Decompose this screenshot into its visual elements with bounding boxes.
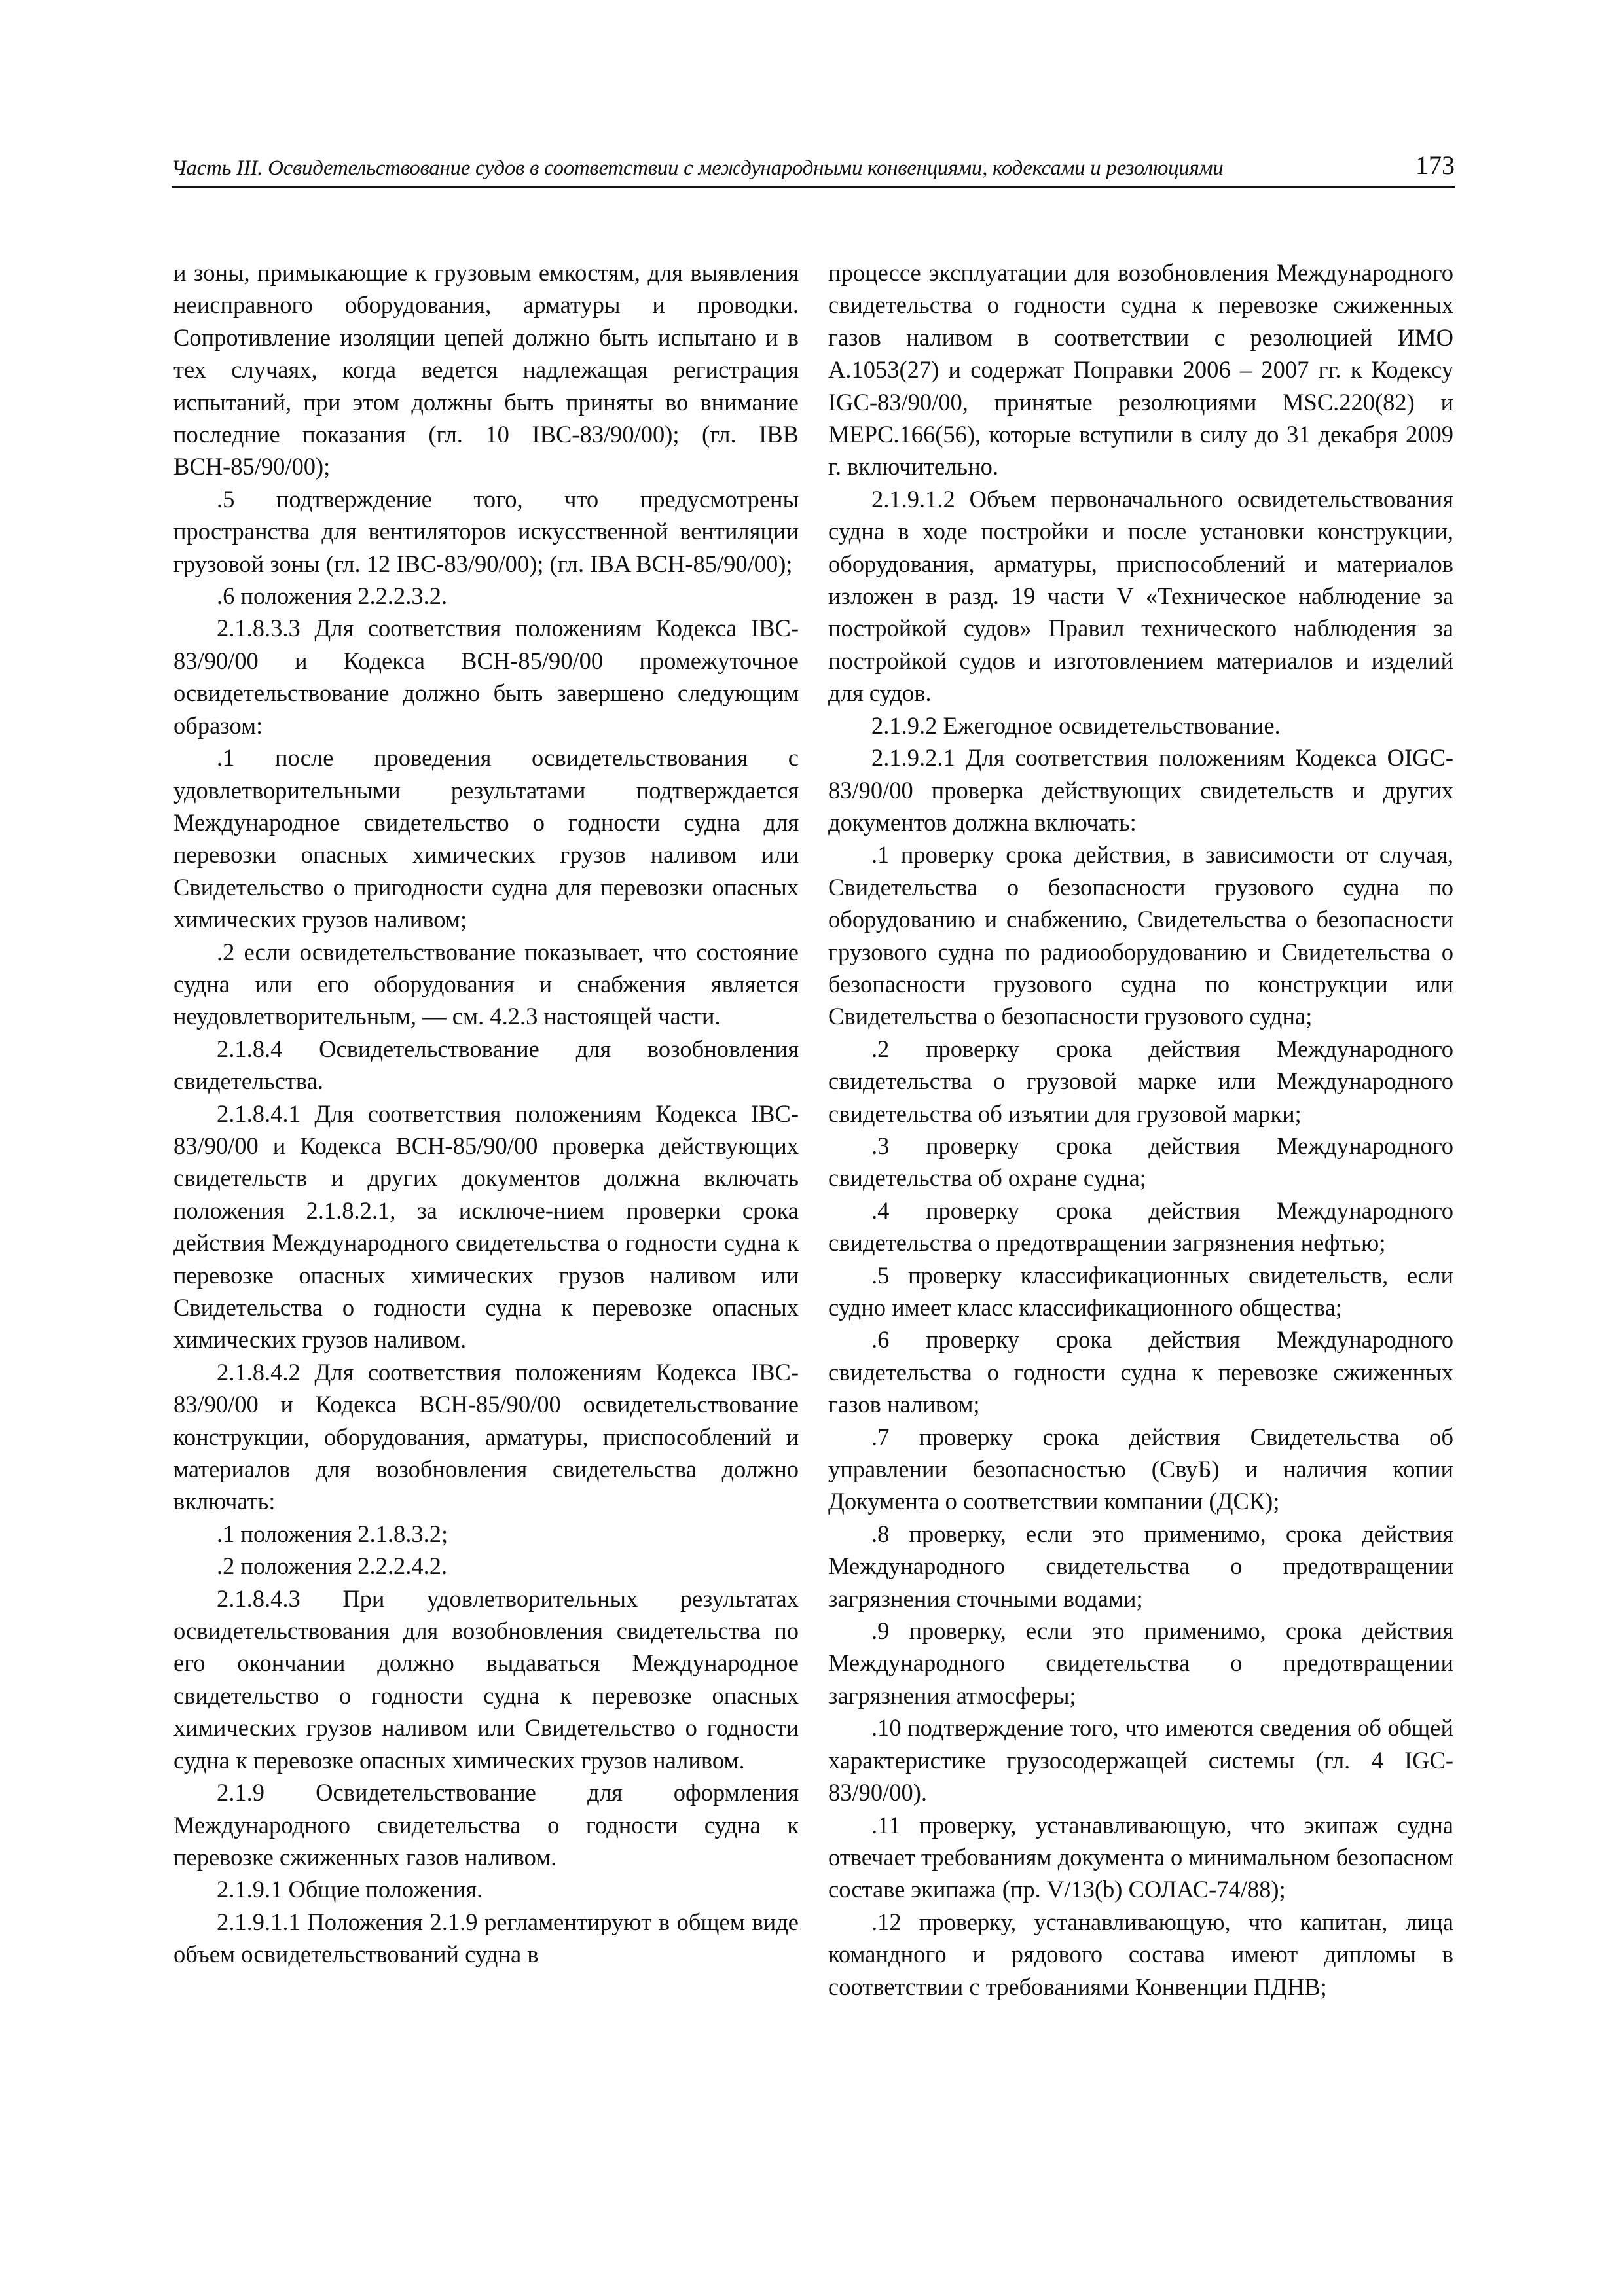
paragraph: .9 проверку, если это применимо, срока действия Международного свидетельства о предотвращении загрязнения атмосферы; [828,1617,1453,1709]
paragraph: .2 проверку срока действия Международного свидетельства о грузовой марке или Международного свидетельства об изъятии для грузовой марки; [828,1035,1453,1127]
paragraph: .4 проверку срока действия Международного свидетельства о предотвращении загрязнения нефтью; [828,1196,1453,1257]
page-number: 173 [1415,151,1455,180]
paragraph: .3 проверку срока действия Международного свидетельства об охране судна; [828,1132,1453,1192]
paragraph: .12 проверку, устанавливающую, что капитан, лица командного и рядового состава имеют дипломы в соответствии с требованиями Конвенции ПДНВ; [828,1908,1453,2000]
paragraph: .2 положения 2.2.2.4.2. [217,1552,448,1580]
paragraph: .2 если освидетельствование показывает, что состояние судна или его оборудования и снабжения является неудовлетворительным, — см. 4.2.3 настоящей части. [173,938,799,1030]
right-column [828,257,1453,2003]
paragraph: процессе эксплуатации для возобновления Международного свидетельства о годности судна к перевозке сжиженных газов наливом в соответствии с резолюцией ИМО А.1053(27) и содержат Поправки 2006 – 2007 гг. к Кодексу IGC-83/90/00, принятые резолюциями MSC.220(82) и MEPC.166(56), которые вступили в силу до 31 декабря 2009 г. включительно. [828,259,1453,480]
paragraph: 2.1.9.1.1 Положения 2.1.9 регламентируют в общем виде объем освидетельствований судна в [173,1908,799,1968]
paragraph: 2.1.9.1.2 Объем первоначального освидетельствования судна в ходе постройки и после установки конструкции, оборудования, арматуры, приспособлений и материалов изложен в разд. 19 части V «Техническое наблюдение за постройкой судов» Правил технического наблюдения за постройкой судов и изготовлением материалов и изделий для судов. [828,485,1453,707]
paragraph: .7 проверку срока действия Свидетельства об управлении безопасностью (СвуБ) и наличия копии Документа о соответствии компании (ДСК); [828,1423,1453,1515]
paragraph: .1 после проведения освидетельствования с удовлетворительными результатами подтверждается Международное свидетельство о годности судна для перевозки опасных химических грузов наливом или Свидетельство о пригодности судна для перевозки опасных химических грузов наливом; [173,744,799,933]
left-column [173,257,799,1971]
paragraph: .5 подтверждение того, что предусмотрены пространства для вентиляторов искусственной вентиляции грузовой зоны (гл. 12 IBC-83/90/00); (гл. IBA ВСН-85/90/00); [173,485,799,577]
paragraph: 2.1.8.4.3 При удовлетворительных результатах освидетельствования для возобновления свидетельства по его окончании должно выдаваться Международное свидетельство о годности судна к перевозке опасных химических грузов наливом или Свидетельство о годности судна к перевозке опасных химических грузов наливом. [173,1585,799,1774]
paragraph: .8 проверку, если это применимо, срока действия Международного свидетельства о предотвращении загрязнения сточными водами; [828,1520,1453,1612]
paragraph: .1 проверку срока действия, в зависимости от случая, Свидетельства о безопасности грузового судна по оборудованию и снабжению, Свидетельства о безопасности грузового судна по радиооборудованию и Свидетельства о безопасности грузового судна по конструкции или Свидетельства о безопасности грузового судна; [828,841,1453,1030]
paragraph: 2.1.8.4 Освидетельствование для возобновления свидетельства. [173,1035,799,1095]
paragraph: 2.1.9.1 Общие положения. [217,1876,483,1903]
paragraph: 2.1.8.3.3 Для соответствия положениям Кодекса IBC-83/90/00 и Кодекса ВСН-85/90/00 промежуточное освидетельствование должно быть завершено следующим образом: [173,615,799,739]
paragraph: .6 положения 2.2.2.3.2. [217,583,448,610]
paragraph: .10 подтверждение того, что имеются сведения об общей характеристике грузосодержащей системы (гл. 4 IGC-83/90/00). [828,1714,1453,1806]
running-title: Часть III. Освидетельствование судов в соответствии с международными конвенциями, кодексами и резолюциями [172,156,1224,180]
paragraph: и зоны, примыкающие к грузовым емкостям, для выявления неисправного оборудования, арматуры и проводки. Сопротивление изоляции цепей должно быть испытано и в тех случаях, когда ведется надлежащая регистрация испытаний, при этом должны быть приняты во внимание последние показания (гл. 10 IBC-83/90/00); (гл. IBB ВСН-85/90/00); [173,259,799,480]
paragraph: .11 проверку, устанавливающую, что экипаж судна отвечает требованиям документа о минимальном безопасном составе экипажа (пр. V/13(b) СОЛАС-74/88); [828,1811,1453,1903]
paragraph: 2.1.8.4.2 Для соответствия положениям Кодекса IBC-83/90/00 и Кодекса ВСН-85/90/00 освидетельствование конструкции, оборудования, арматуры, приспособлений и материалов для возобновления свидетельства должно включать: [173,1358,799,1515]
running-header [172,148,1455,188]
paragraph: .1 положения 2.1.8.3.2; [217,1520,448,1547]
paragraph: 2.1.9.2.1 Для соответствия положениям Кодекса OIGC-83/90/00 проверка действующих свидетельств и других документов должна включать: [828,744,1453,836]
paragraph: 2.1.9 Освидетельствование для оформления Международного свидетельства о годности судна к перевозке сжиженных газов наливом. [173,1779,799,1871]
paragraph: 2.1.9.2 Ежегодное освидетельствование. [871,711,1281,739]
paragraph: 2.1.8.4.1 Для соответствия положениям Кодекса IBC-83/90/00 и Кодекса ВСН-85/90/00 проверка действующих свидетельств и других документов должна включать положения 2.1.8.2.1, за исключе-нием проверки срока действия Международного свидетельства о годности судна к перевозке опасных химических грузов наливом или Свидетельства о годности судна к перевозке опасных химических грузов наливом. [173,1100,799,1354]
paragraph: .6 проверку срока действия Международного свидетельства о годности судна к перевозке сжиженных газов наливом; [828,1326,1453,1418]
paragraph: .5 проверку классификационных свидетельств, если судно имеет класс классификационного общества; [828,1261,1453,1321]
